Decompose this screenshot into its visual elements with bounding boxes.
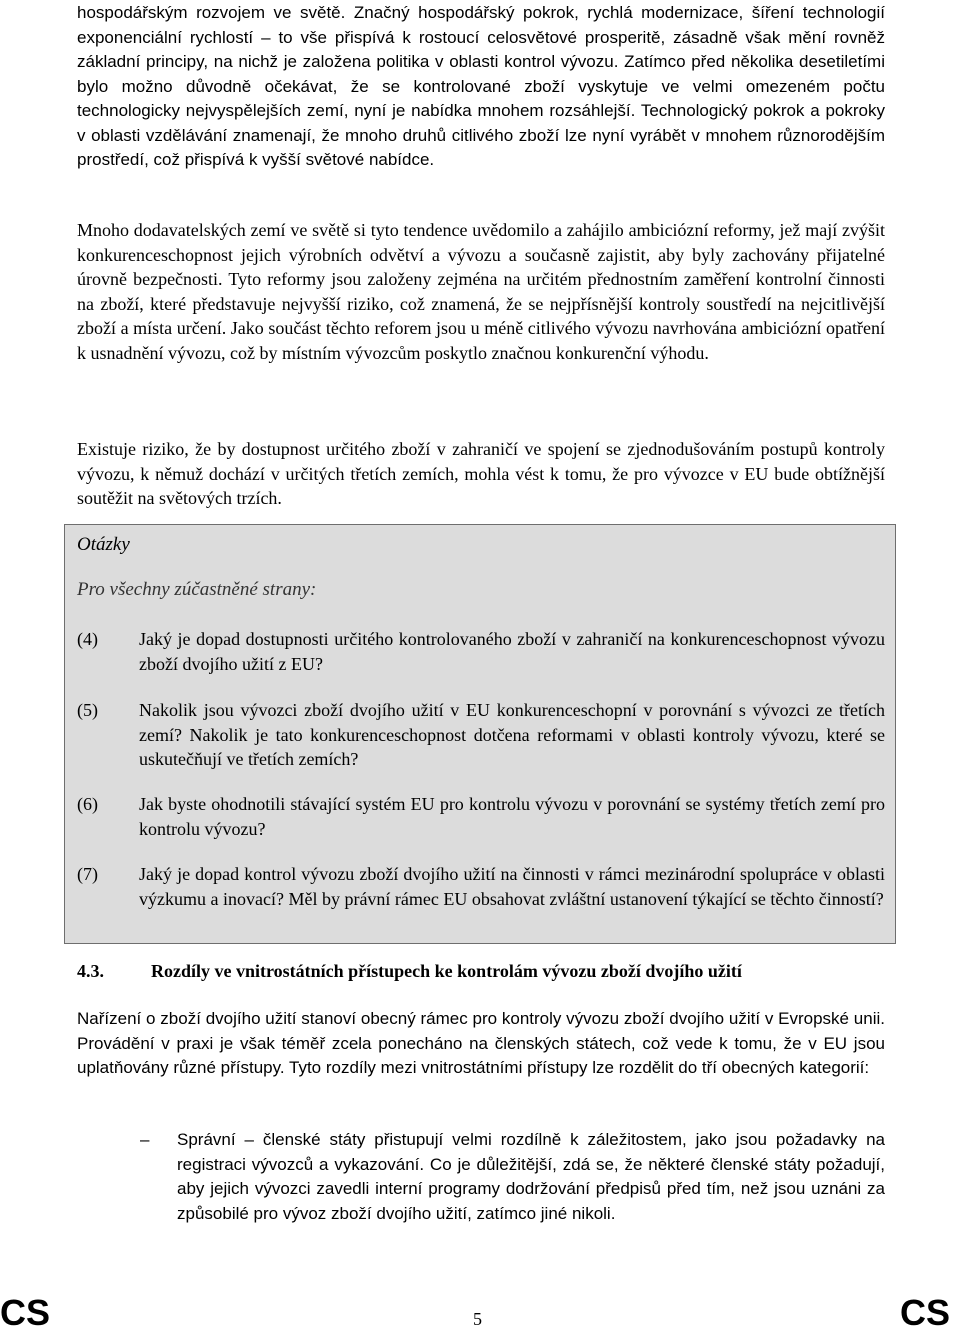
question-item — [77, 627, 885, 676]
page-number: 5 — [473, 1309, 482, 1329]
question-number: (4) — [77, 629, 98, 649]
section-title: Rozdíly ve vnitrostátních přístupech ke kontrolám vývozu zboží dvojího užití — [151, 961, 742, 981]
question-number: (6) — [77, 794, 98, 814]
question-text: Jaký je dopad kontrol vývozu zboží dvojího užití na činnosti v rámci mezinárodní spolupráce v oblasti výzkumu a inovací? Měl by právní rámec EU obsahovat zvláštní ustanovení týkající se těchto činností? — [139, 864, 885, 909]
section-heading — [77, 961, 742, 982]
body-paragraph-2: Mnoho dodavatelských zemí ve světě si tyto tendence uvědomilo a zahájilo ambiciózní reformy, jež mají zvýšit konkurenceschopnost jejich výrobních odvětví a vývozu a současně zajistit, aby byly zachovány přijatelné úrovně bezpečnosti. Tyto reformy jsou založeny zejména na určitém přednostním zaměření kontrolní činnosti na zboží, které představuje nejvyšší riziko, což znamená, že se nejpřísnější kontroly soustředí na nejcitlivější zboží a místa určení. Jako součást těchto reforem jsou u méně citlivého vývozu navrhována ambiciózní opatření k usnadnění vývozu, což by místním vývozcům poskytlo značnou konkurenční výhodu. — [77, 220, 885, 363]
question-text: Jak byste ohodnotili stávající systém EU pro kontrolu vývozu v porovnání se systémy třetích zemí pro kontrolu vývozu? — [139, 794, 885, 839]
footer-language-left: CS — [0, 1292, 51, 1333]
question-item — [77, 698, 885, 772]
question-item — [77, 792, 885, 841]
body-paragraph-3: Existuje riziko, že by dostupnost určitého zboží v zahraničí ve spojení se zjednodušováním postupů kontroly vývozu, k němuž dochází v určitých třetích zemích, mohla vést k tomu, že pro vývozce v EU bude obtížnější soutěžit na světových trzích. — [77, 439, 885, 509]
bullet-item — [140, 1128, 885, 1226]
questions-title: Otázky — [77, 534, 130, 555]
section-paragraph: Nařízení o zboží dvojího užití stanoví obecný rámec pro kontroly vývozu zboží dvojího užití v Evropské unii. Provádění v praxi je však téměř zcela ponecháno na členských státech, což vede k tomu, že v EU jsou uplatňovány různé přístupy. Tyto rozdíly mezi vnitrostátními přístupy lze rozdělit do tří obecných kategorií: — [77, 1009, 885, 1077]
dash-bullet: – — [140, 1130, 150, 1149]
question-text: Jaký je dopad dostupnosti určitého kontrolovaného zboží v zahraničí na konkurenceschopnost vývozu zboží dvojího užití z EU? — [139, 629, 885, 674]
footer-language-right: CS — [900, 1292, 951, 1333]
questions-subtitle: Pro všechny zúčastněné strany: — [77, 579, 317, 600]
body-paragraph-1: hospodářským rozvojem ve světě. Značný hospodářský pokrok, rychlá modernizace, šíření technologií exponenciální rychlostí – to vše přispívá k rostoucí celosvětové prosperitě, zásadně však mění rovněž základní principy, na nichž je založena politika v oblasti kontrol vývozu. Zatímco před několika desetiletími bylo možno důvodně očekávat, že se kontrolované zboží vyskytuje ve velmi omezeném počtu technologicky nejvyspělejších zemí, nyní je nabídka mnohem rozsáhlejší. Technologický pokrok a pokroky v oblasti vzdělávání znamenají, že mnoho druhů citlivého zboží lze nyní vyrábět v mnohem různorodějším prostředí, což přispívá k vyšší světové nabídce. — [77, 3, 885, 169]
question-number: (5) — [77, 700, 98, 720]
section-number: 4.3. — [77, 961, 104, 981]
bullet-text: Správní – členské státy přistupují velmi rozdílně k záležitostem, jako jsou požadavky na registraci vývozců a vykazování. Co je důležitější, zdá se, že některé členské státy požadují, aby jejich vývozci zavedli interní programy dodržování předpisů před tím, než jsou uznáni za způsobilé pro vývoz zboží dvojího užití, zatímco jiné nikoli. — [177, 1130, 885, 1223]
question-text: Nakolik jsou vývozci zboží dvojího užití v EU konkurenceschopní v porovnání s vývozci ze třetích zemí? Nakolik je tato konkurenceschopnost dotčena reformami v oblasti kontroly vývozu, které se uskutečňují ve třetích zemích? — [139, 700, 885, 769]
question-number: (7) — [77, 864, 98, 884]
question-item — [77, 862, 885, 911]
